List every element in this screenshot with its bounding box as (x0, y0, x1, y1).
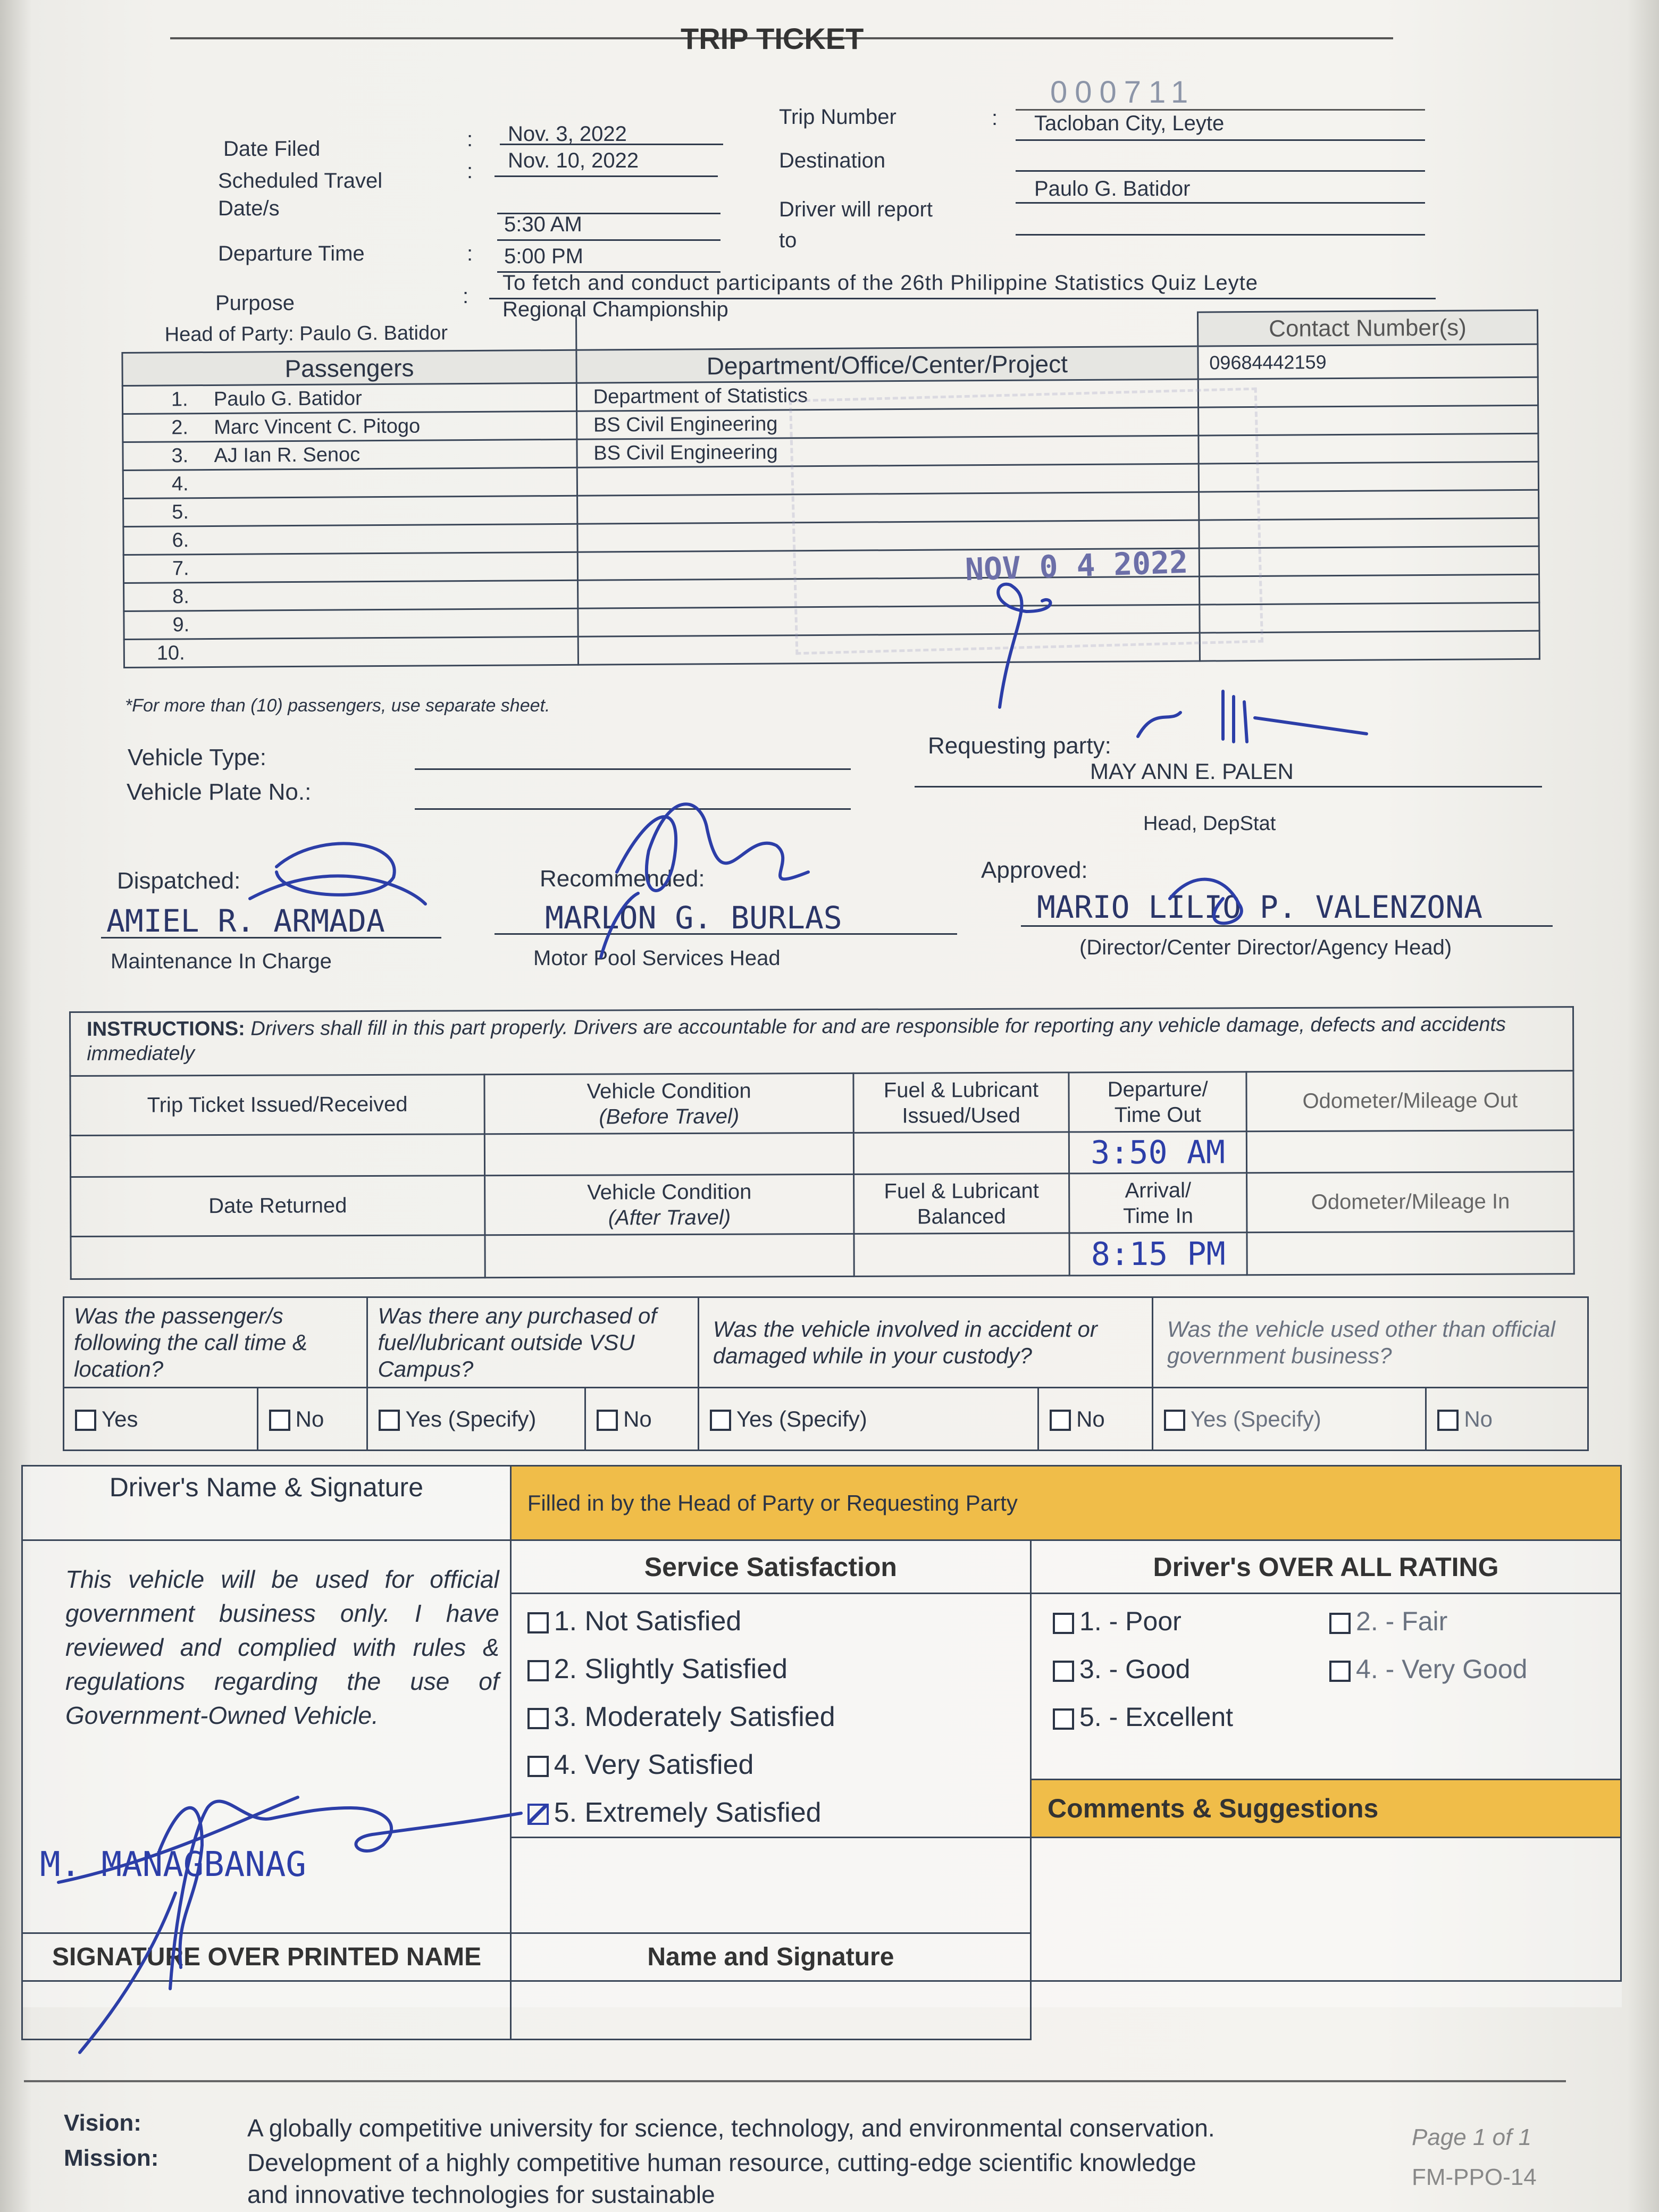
form-code: FM-PPO-14 (1412, 2164, 1537, 2190)
driver-signature (58, 1797, 521, 2052)
passenger-department: BS Civil Engineering (576, 407, 1198, 439)
departure-time-handwritten: 3:50 AM (1069, 1132, 1247, 1174)
answer-label: No (623, 1406, 652, 1431)
colon: : (467, 128, 473, 151)
answer-label: No (295, 1406, 324, 1431)
passenger-number: 1. (171, 388, 188, 410)
driver-declaration: This vehicle will be used for official government business only. I have reviewed and complied with rules & regulations regarding the use of Government-Owned Vehicle. (22, 1540, 511, 1933)
col-arrival: Arrival/ Time In (1069, 1173, 1247, 1233)
question-1: Was the passenger/s following the call time & location? (64, 1297, 367, 1388)
return-time-value: 5:00 PM (504, 245, 583, 268)
head-of-party: Head of Party: Paulo G. Batidor (122, 316, 576, 353)
passenger-name: AJ Ian R. Senoc (214, 443, 361, 467)
recommender-signature (601, 804, 808, 957)
question-2: Was there any purchased of fuel/lubricant outside VSU Campus? (367, 1297, 698, 1388)
answer-label: No (1076, 1406, 1105, 1431)
requesting-party-title: Head, DepStat (1143, 812, 1276, 835)
col-condition-after: Vehicle Condition (After Travel) (485, 1174, 854, 1235)
answer-label: Yes (102, 1406, 138, 1431)
passenger-number: 10. (156, 641, 185, 665)
filled-by-banner: Filled in by the Head of Party or Requesting Party (510, 1466, 1621, 1540)
recommended-label: Recommended: (540, 866, 705, 892)
question-4: Was the vehicle used other than official government business? (1152, 1297, 1588, 1388)
passenger-name: Paulo G. Batidor (213, 387, 362, 410)
dispatched-label: Dispatched: (117, 868, 241, 894)
service-satisfaction-header: Service Satisfaction (510, 1540, 1030, 1594)
mission-text-2: and innovative technologies for sustainable (247, 2181, 715, 2208)
stamp-signature (998, 584, 1050, 707)
satisfaction-label: 5. Extremely Satisfied (554, 1797, 822, 1828)
col-condition-before: Vehicle Condition (Before Travel) (484, 1073, 853, 1134)
driver-report-label: Driver will report (779, 198, 933, 221)
departure-time-value: 5:30 AM (504, 213, 582, 236)
answer-label: Yes (Specify) (736, 1406, 867, 1431)
approved-label: Approved: (981, 857, 1088, 883)
driver-report-to-label: to (779, 229, 797, 252)
purpose-value-line1: To fetch and conduct participants of the 26th Philippine Statistics Quiz Leyte (502, 271, 1259, 295)
dispatcher-title: Maintenance In Charge (111, 950, 332, 973)
trip-number-label: Trip Number (779, 105, 896, 129)
col-odometer-out: Odometer/Mileage Out (1246, 1071, 1573, 1132)
recommender-title: Motor Pool Services Head (533, 946, 781, 970)
rating-label: 3. - Good (1079, 1654, 1191, 1684)
passenger-number: 4. (171, 472, 189, 495)
date-filed-value: Nov. 3, 2022 (508, 122, 627, 146)
departure-time-label: Departure Time (218, 242, 365, 265)
trip-number-value: 000711 (1050, 75, 1196, 110)
vehicle-plate-label: Vehicle Plate No.: (127, 779, 312, 805)
name-signature-label: Name and Signature (510, 1933, 1030, 1981)
answer-label: Yes (Specify) (1190, 1406, 1321, 1431)
approver-name: MARIO LILIO P. VALENZONA (1037, 889, 1483, 925)
passenger-department: Department of Statistics (576, 379, 1198, 411)
satisfaction-label: 3. Moderately Satisfied (554, 1702, 835, 1732)
passenger-number: 3. (171, 444, 189, 467)
mission-label: Mission: (64, 2145, 159, 2171)
arrival-time-handwritten: 8:15 PM (1069, 1233, 1247, 1276)
contact-header: Contact Number(s) (1197, 310, 1538, 346)
passenger-number: 2. (171, 416, 189, 439)
vehicle-type-label: Vehicle Type: (128, 744, 266, 770)
satisfaction-label: 4. Very Satisfied (554, 1749, 754, 1780)
col-odometer-in: Odometer/Mileage In (1247, 1172, 1574, 1233)
recommender-name: MARLON G. BURLAS (545, 900, 842, 936)
department-header: Department/Office/Center/Project (576, 346, 1198, 383)
dispatcher-signature (250, 843, 425, 904)
requesting-party-label: Requesting party: (928, 733, 1111, 759)
page-number: Page 1 of 1 (1412, 2124, 1532, 2150)
col-departure: Departure/ Time Out (1069, 1072, 1247, 1132)
signature-printed-label: SIGNATURE OVER PRINTED NAME (22, 1933, 511, 1981)
overall-rating-header: Driver's OVER ALL RATING (1031, 1540, 1621, 1594)
instructions-heading: INSTRUCTIONS: (87, 1017, 245, 1041)
passengers-header: Passengers (122, 350, 576, 386)
passenger-number: 7. (172, 557, 189, 580)
scheduled-travel-label: Scheduled Travel (218, 169, 383, 192)
destination-label: Destination (779, 149, 886, 172)
rating-label: 2. - Fair (1356, 1606, 1448, 1636)
passenger-number: 6. (172, 529, 189, 551)
requesting-party-name: MAY ANN E. PALEN (1090, 759, 1294, 784)
driver-name-header: Driver's Name & Signature (22, 1466, 511, 1540)
approver-signature (1170, 879, 1242, 924)
dispatcher-name: AMIEL R. ARMADA (106, 903, 385, 939)
col-date-returned: Date Returned (71, 1176, 485, 1237)
passenger-number: 8. (172, 585, 190, 608)
passenger-number: 9. (172, 613, 190, 636)
satisfaction-label: 1. Not Satisfied (554, 1606, 742, 1637)
date-filed-label: Date Filed (223, 137, 321, 161)
approver-title: (Director/Center Director/Agency Head) (1079, 936, 1452, 959)
destination-value: Tacloban City, Leyte (1034, 112, 1225, 135)
answer-label: No (1464, 1406, 1493, 1431)
driver-report-value: Paulo G. Batidor (1034, 177, 1191, 200)
passenger-department: BS Civil Engineering (577, 435, 1199, 467)
instructions-text: Drivers shall fill in this part properly. Drivers are accountable for and are responsible for reporting any vehicle damage, defects and accidents immediately (87, 1013, 1506, 1065)
purpose-value-line2: Regional Championship (502, 298, 728, 321)
contact-number: 09684442159 (1198, 344, 1538, 379)
colon: : (467, 160, 473, 183)
form-title: TRIP TICKET (681, 22, 864, 55)
scheduled-travel-value: Nov. 10, 2022 (508, 149, 639, 172)
comments-header: Comments & Suggestions (1031, 1780, 1621, 1838)
requesting-party-signature (1138, 691, 1367, 742)
rating-label: 4. - Very Good (1356, 1654, 1528, 1684)
col-fuel-balanced: Fuel & Lubricant Balanced (854, 1174, 1069, 1234)
mission-text: Development of a highly competitive human resource, cutting-edge scientific knowledge (247, 2149, 1196, 2176)
colon: : (992, 106, 998, 130)
scheduled-travel-label-2: Date/s (218, 197, 280, 220)
passengers-note: *For more than (10) passengers, use separate sheet. (125, 696, 550, 716)
stamp-date: NOV 0 4 2022 (964, 543, 1189, 588)
rating-label: 1. - Poor (1079, 1606, 1182, 1636)
purpose-label: Purpose (215, 291, 295, 315)
question-3: Was the vehicle involved in accident or damaged while in your custody? (698, 1297, 1152, 1388)
satisfaction-label: 2. Slightly Satisfied (554, 1654, 788, 1685)
col-trip-ticket-issued: Trip Ticket Issued/Received (70, 1075, 484, 1136)
driver-handwritten-name: M. MANAGBANAG (40, 1845, 306, 1884)
answer-label: Yes (Specify) (405, 1406, 537, 1431)
colon: : (467, 242, 473, 265)
vision-label: Vision: (64, 2110, 141, 2136)
col-fuel-issued: Fuel & Lubricant Issued/Used (853, 1073, 1069, 1133)
vision-text: A globally competitive university for science, technology, and environmental conservation. (247, 2114, 1215, 2142)
rating-label: 5. - Excellent (1079, 1702, 1234, 1732)
passenger-number: 5. (172, 500, 189, 523)
colon: : (463, 284, 469, 308)
passenger-name: Marc Vincent C. Pitogo (214, 415, 421, 439)
